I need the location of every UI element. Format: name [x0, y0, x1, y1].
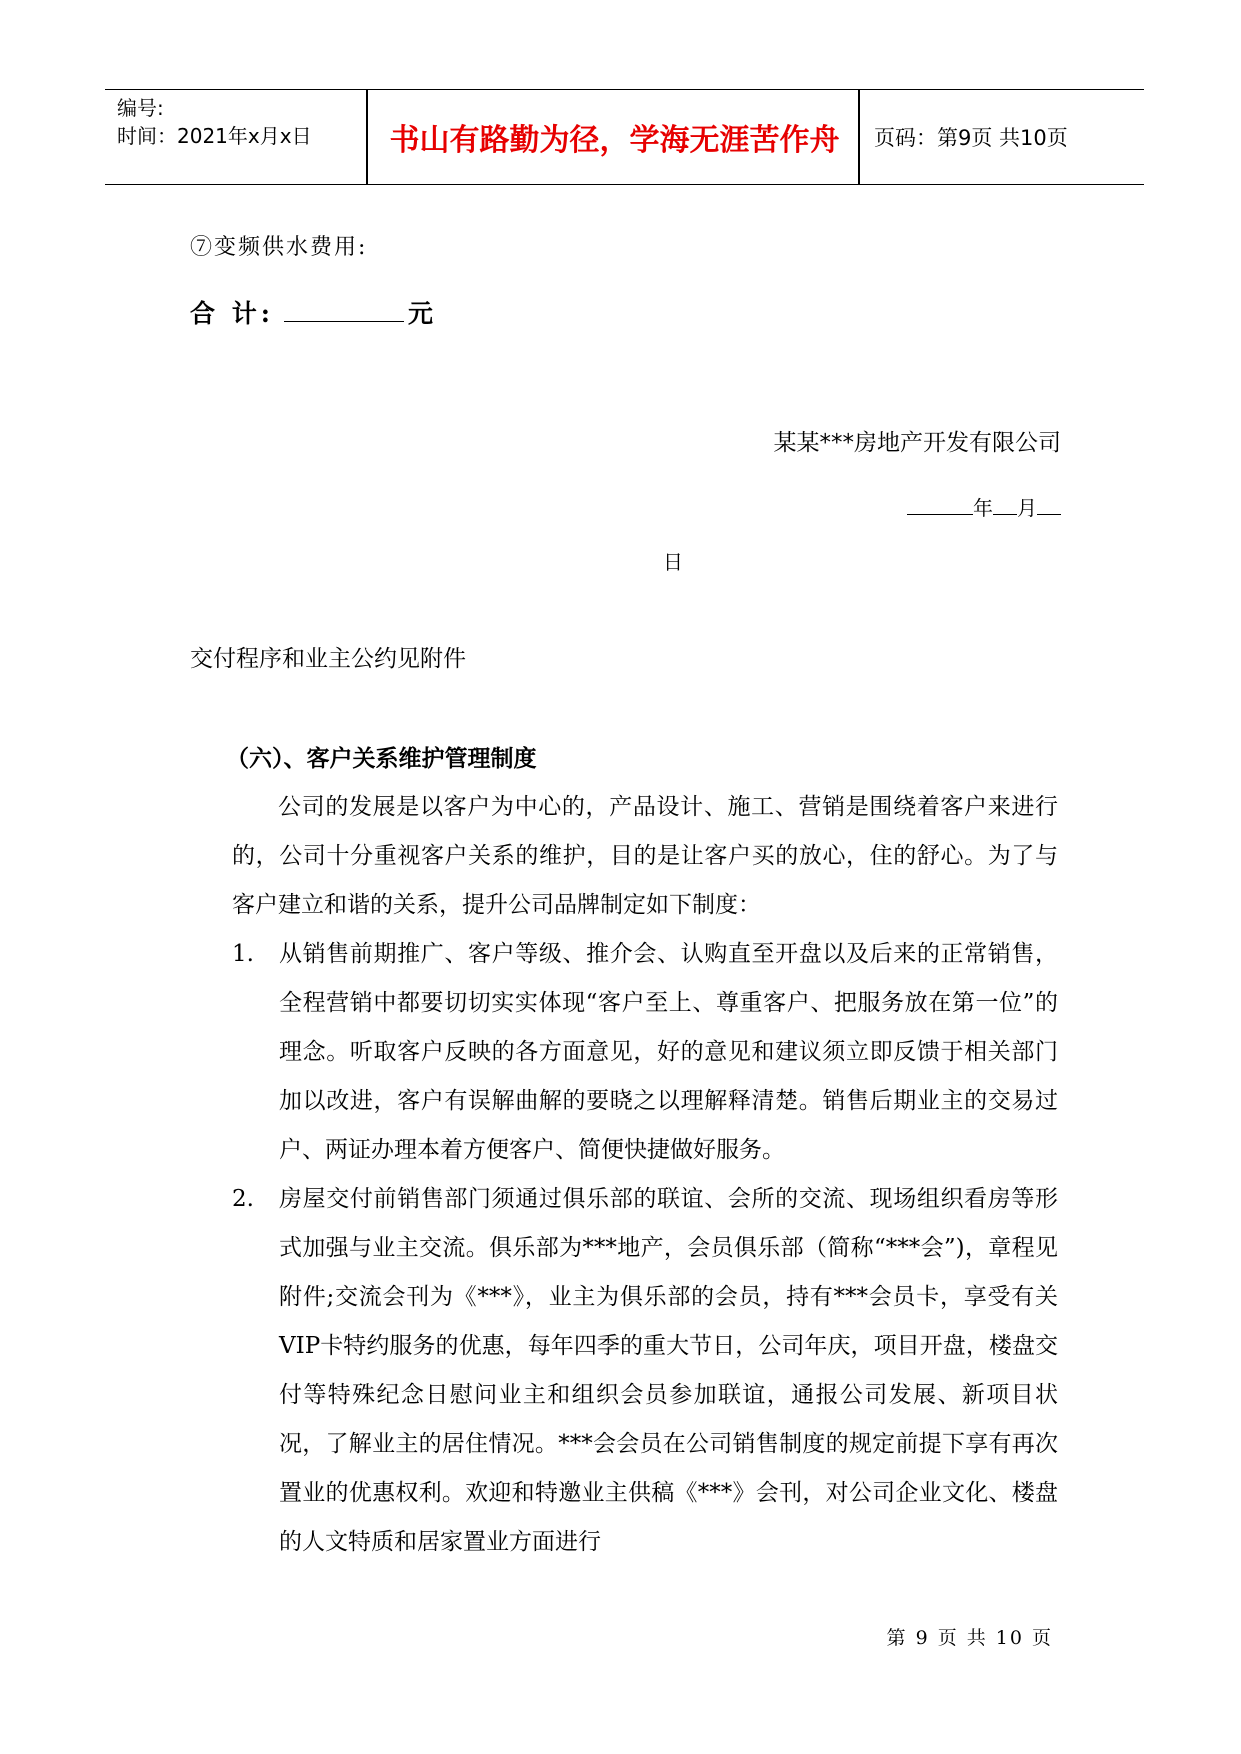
list-item-text: 从销售前期推广、客户等级、推介会、认购直至开盘以及后来的正常销售，全程营销中都要切切实实体现“客户至上、尊重客户、把服务放在第一位”的理念。听取客户反映的各方面意见，好的意见和建议须立即反馈于相关部门加以改进，客户有误解曲解的要晓之以理解释清楚。销售后期业主的交易过户、两证办理本着方便客户、简便快捷做好服务。 — [279, 941, 1058, 1163]
year-label: 年 — [973, 496, 993, 520]
page-header — [105, 89, 1144, 185]
document-time: 时间：2021年x月x日 — [117, 124, 312, 148]
total-line — [190, 294, 437, 330]
year-blank — [907, 494, 973, 515]
section-title: （六）、客户关系维护管理制度 — [226, 746, 537, 772]
day-blank — [1037, 494, 1061, 515]
header-meta — [117, 94, 367, 150]
total-unit: 元 — [407, 299, 437, 328]
date-line — [907, 492, 1061, 521]
company-signature: 某某***房地产开发有限公司 — [773, 430, 1061, 456]
day-label: 日 — [663, 550, 683, 574]
fee-item-7: ⑦变频供水费用: — [190, 235, 368, 260]
list-item — [232, 930, 1058, 1175]
total-blank — [284, 297, 404, 322]
annex-note: 交付程序和业主公约见附件 — [190, 646, 466, 672]
month-blank — [993, 494, 1017, 515]
section-intro: 公司的发展是以客户为中心的，产品设计、施工、营销是围绕着客户来进行的，公司十分重视客户关系的维护，目的是让客户买的放心，住的舒心。为了与客户建立和谐的关系，提升公司品牌制定如下制度： — [232, 794, 1058, 918]
header-divider-left — [366, 90, 368, 184]
total-label: 合 计: — [190, 299, 274, 328]
header-divider-right — [858, 90, 860, 184]
list-item-text: 房屋交付前销售部门须通过俱乐部的联谊、会所的交流、现场组织看房等形式加强与业主交流。俱乐部为***地产，会员俱乐部（简称“***会”)，章程见附件;交流会刊为《***》，业主为俱乐部的会员，持有***会员卡，享受有关VIP卡特约服务的优惠，每年四季的重大节日，公司年庆，项目开盘，楼盘交付等特殊纪念日慰问业主和组织会员参加联谊，通报公司发展、新项目状况，了解业主的居住情况。***会会员在公司销售制度的规定前提下享有再次置业的优惠权利。欢迎和特邀业主供稿《***》会刊，对公司企业文化、楼盘的人文特质和居家置业方面进行 — [279, 1186, 1058, 1555]
list-item-number: 2. — [232, 1186, 254, 1212]
header-page-code: 页码：第9页 共10页 — [874, 126, 1068, 150]
list-item-number: 1. — [232, 941, 254, 967]
month-label: 月 — [1017, 496, 1037, 520]
list-item — [232, 1175, 1058, 1567]
footer-page-number: 第 9 页 共 10 页 — [886, 1627, 1053, 1649]
document-number-label: 编号: — [117, 96, 164, 120]
header-motto: 书山有路勤为径，学海无涯苦作舟 — [389, 123, 840, 158]
